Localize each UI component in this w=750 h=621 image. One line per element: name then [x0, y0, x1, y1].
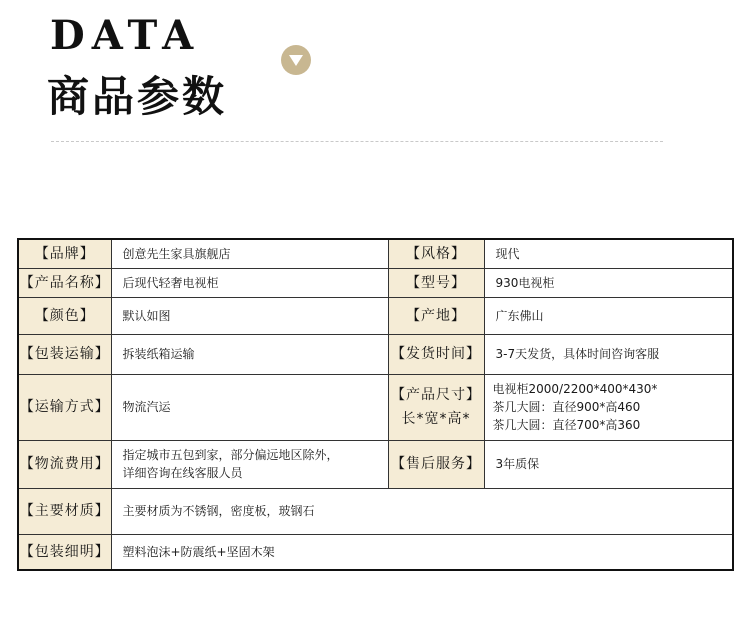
table-row [18, 440, 733, 488]
spec-value-dimensions-line: 电视柜2000/2200*400*430* [492, 382, 658, 396]
table-row [18, 374, 733, 440]
page-title-chinese: 商品参数 [47, 72, 228, 121]
spec-value-product-name: 后现代轻奢电视柜 [111, 268, 388, 297]
table-row [18, 239, 733, 268]
table-row [18, 268, 733, 297]
page-title-english: DATA [50, 12, 201, 59]
spec-value-origin: 广东佛山 [484, 297, 733, 334]
spec-value-brand: 创意先生家具旗舰店 [111, 239, 388, 268]
spec-value-transport-method: 物流汽运 [111, 374, 388, 440]
spec-label-product-name: 【产品名称】 [18, 268, 111, 297]
spec-label-model: 【型号】 [388, 268, 484, 297]
spec-label-transport-method: 【运输方式】 [18, 374, 111, 440]
spec-label-dimensions-line: 【产品尺寸】 [391, 387, 481, 403]
spec-value-dimensions-line: 茶几大圆：直径700*高360 [492, 418, 641, 432]
spec-value-after-sales: 3年质保 [484, 440, 733, 488]
spec-value-logistics-fee-line: 指定城市五包到家，部分偏远地区除外， [122, 448, 339, 462]
spec-value-model: 930电视柜 [484, 268, 733, 297]
spec-label-dimensions-line: 长*宽*高* [401, 411, 471, 427]
spec-label-packaging-details: 【包装细明】 [18, 534, 111, 570]
spec-value-material: 主要材质为不锈钢，密度板，玻钢石 [111, 488, 733, 534]
table-row [18, 534, 733, 570]
spec-value-logistics-fee-line: 详细咨询在线客服人员 [122, 466, 243, 480]
spec-label-style: 【风格】 [388, 239, 484, 268]
spec-value-packaging-transport: 拆装纸箱运输 [111, 334, 388, 374]
spec-value-style: 现代 [484, 239, 733, 268]
spec-table [17, 238, 734, 571]
spec-value-packaging-details: 塑料泡沫+防震纸+坚固木架 [111, 534, 733, 570]
spec-value-dimensions-line: 茶几大圆：直径900*高460 [492, 400, 641, 414]
spec-label-after-sales: 【售后服务】 [388, 440, 484, 488]
spec-label-color: 【颜色】 [18, 297, 111, 334]
spec-value-shipping-time: 3-7天发货，具体时间咨询客服 [484, 334, 733, 374]
spec-label-origin: 【产地】 [388, 297, 484, 334]
spec-value-color: 默认如图 [111, 297, 388, 334]
table-row [18, 297, 733, 334]
spec-label-brand: 【品牌】 [18, 239, 111, 268]
spec-label-shipping-time: 【发货时间】 [388, 334, 484, 374]
spec-value-dimensions [484, 374, 733, 440]
table-row [18, 488, 733, 534]
spec-label-packaging-transport: 【包装运输】 [18, 334, 111, 374]
spec-label-material: 【主要材质】 [18, 488, 111, 534]
spec-value-logistics-fee [111, 440, 388, 488]
spec-label-dimensions [388, 374, 484, 440]
divider [51, 141, 663, 142]
chevron-down-icon [281, 45, 311, 75]
table-row [18, 334, 733, 374]
spec-label-logistics-fee: 【物流费用】 [18, 440, 111, 488]
